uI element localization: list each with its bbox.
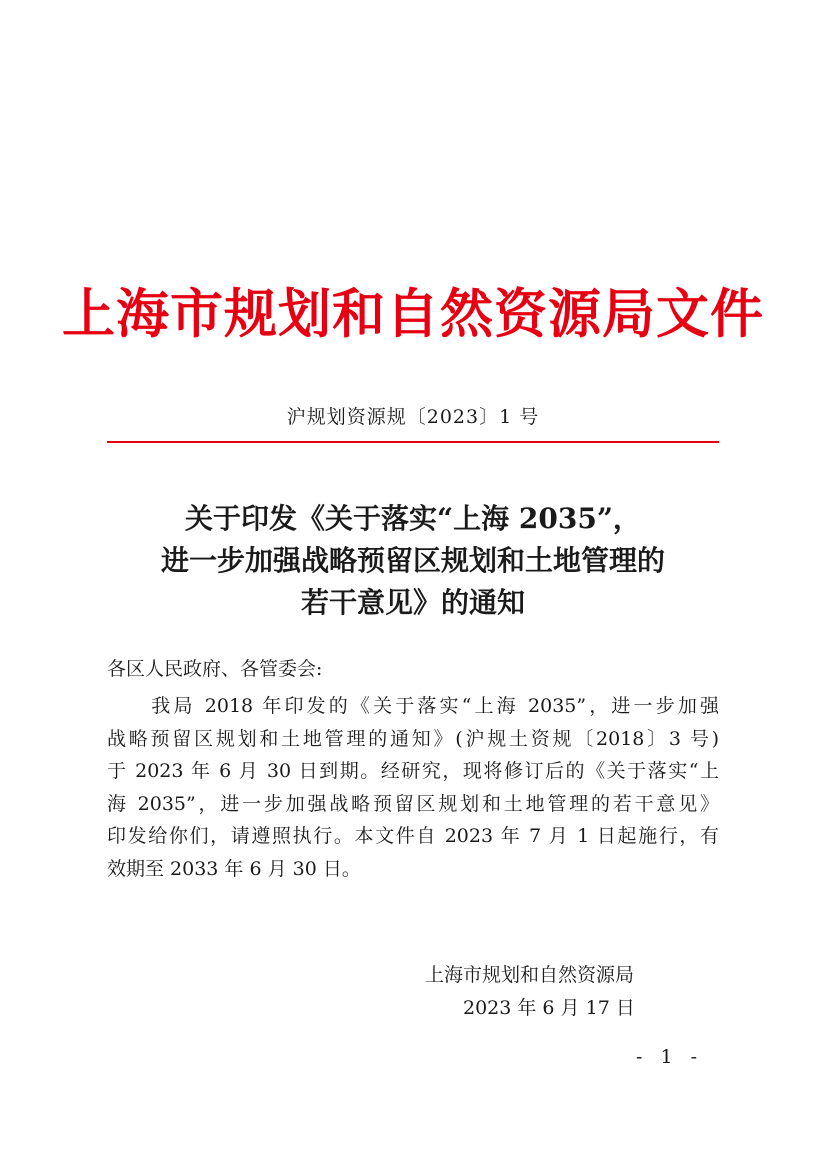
body-paragraph	[107, 690, 719, 885]
issuing-authority: 上海市规划和自然资源局	[425, 964, 635, 986]
body-line-3: 于 2023 年 6 月 30 日到期。经研究，现将修订后的《关于落实“上	[107, 760, 719, 782]
body-line-2: 战略预留区规划和土地管理的通知》(沪规土资规〔2018〕3 号)	[107, 727, 719, 750]
body-line-5: 印发给你们，请遵照执行。本文件自 2023 年 7 月 1 日起施行，有	[107, 825, 719, 847]
body-line-4: 海 2035”，进一步加强战略预留区规划和土地管理的若干意见》	[107, 792, 719, 815]
document-number: 沪规划资源规〔2023〕1 号	[286, 406, 540, 428]
red-divider-line	[107, 441, 719, 443]
title-line-2: 进一步加强战略预留区规划和土地管理的	[160, 544, 665, 577]
document-masthead: 上海市规划和自然资源局文件	[62, 283, 764, 345]
title-line-3: 若干意见》的通知	[300, 586, 525, 619]
page-number: - 1 -	[636, 1046, 704, 1068]
issue-date: 2023 年 6 月 17 日	[463, 997, 635, 1019]
body-line-6: 效期至 2033 年 6 月 30 日。	[107, 857, 361, 880]
title-line-1: 关于印发《关于落实“上海 2035”，	[185, 502, 641, 535]
document-title	[0, 498, 826, 624]
body-line-1: 我局 2018 年印发的《关于落实“上海 2035”，进一步加强	[107, 695, 719, 717]
salutation: 各区人民政府、各管委会:	[107, 658, 323, 680]
